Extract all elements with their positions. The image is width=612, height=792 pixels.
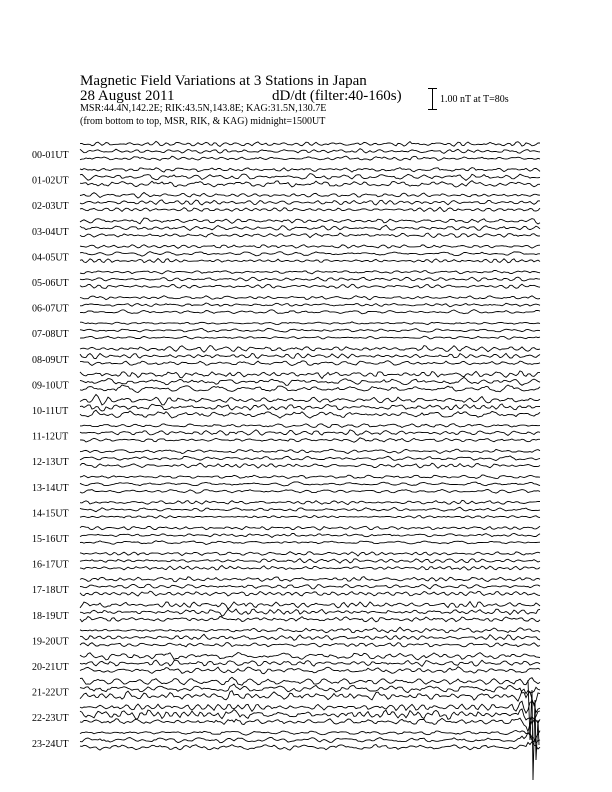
hour-label: 16-17UT [32,559,69,571]
trace-kag [80,193,540,199]
trace-kag [80,475,540,478]
hour-label: 07-08UT [32,329,69,341]
trace-kag [80,627,540,632]
hour-label: 05-06UT [32,278,69,289]
hour-label: 15-16UT [32,534,69,545]
trace-kag [80,701,540,713]
hour-label: 10-11UT [32,406,69,417]
trace-rik [80,559,540,564]
trace-msr [80,516,540,519]
trace-rik [80,584,540,589]
trace-kag [80,677,540,685]
hour-label: 01-02UT [32,175,69,187]
trace-msr [80,463,540,468]
trace-msr [80,207,540,211]
trace-rik [80,353,540,358]
trace-msr [80,233,540,238]
trace-msr [80,310,540,314]
trace-kag [80,141,540,146]
trace-msr [80,566,540,571]
trace-msr [80,616,540,621]
trace-kag [80,270,540,274]
trace-rik [80,200,540,205]
trace-rik [80,303,540,307]
hour-label: 06-07UT [32,303,69,315]
trace-msr [80,361,540,366]
trace-msr [80,336,540,339]
hour-label: 04-05UT [32,252,69,264]
trace-msr [80,385,540,393]
trace-msr [80,259,540,263]
trace-rik [80,377,540,385]
trace-rik [80,225,540,230]
trace-kag [80,245,540,249]
hour-label: 19-20UT [32,636,69,648]
trace-msr [80,689,540,705]
trace-msr [80,643,540,647]
station-coordinates: MSR:44.4N,142.2E; RIK:43.5N,143.8E; KAG:31.5N,130.7E [80,103,327,114]
trace-rik [80,533,540,537]
trace-kag [80,296,540,300]
trace-msr [80,591,540,596]
hour-label: 18-19UT [32,610,69,622]
trace-rik [80,507,540,511]
trace-kag [80,577,540,582]
hour-label: 08-09UT [32,354,69,366]
hour-label: 23-24UT [32,738,69,750]
station-order-note: (from bottom to top, MSR, RIK, & KAG) midnight=1500UT [80,116,326,127]
trace-rik [80,328,540,332]
hour-label: 20-21UT [32,662,69,673]
trace-kag [80,394,540,405]
trace-rik [80,660,540,666]
trace-kag [80,552,540,556]
hour-label: 14-15UT [32,508,69,520]
trace-msr [80,742,540,750]
hour-label: 00-01UT [32,150,69,161]
trace-kag [80,653,540,660]
trace-msr [80,410,540,418]
trace-kag [80,168,540,173]
trace-rik [80,482,540,486]
hour-label: 21-22UT [32,687,69,699]
trace-kag [80,371,540,379]
hour-label: 17-18UT [32,585,69,597]
trace-kag [80,346,540,353]
chart-mode: dD/dt (filter:40-160s) [272,88,402,104]
hour-label: 13-14UT [32,482,69,494]
trace-rik [80,149,540,154]
trace-msr [80,541,540,545]
scale-label: 1.00 nT at T=80s [440,94,509,105]
trace-kag [80,424,540,428]
trace-msr [80,438,540,443]
trace-msr [80,490,540,494]
trace-msr [80,284,540,288]
trace-kag [80,218,540,224]
trace-kag [80,500,540,504]
hour-label: 02-03UT [32,201,69,213]
trace-rik [80,609,540,616]
trace-kag [80,731,540,743]
trace-kag [80,602,540,610]
hour-label: 09-10UT [32,380,69,392]
trace-msr [80,156,540,160]
trace-rik [80,404,540,411]
trace-msr [80,667,540,674]
trace-rik [80,252,540,257]
trace-kag [80,526,540,530]
trace-kag [80,449,540,453]
trace-rik [80,277,540,281]
hour-label: 12-13UT [32,457,69,469]
trace-rik [80,430,540,436]
trace-rik [80,634,540,640]
chart-title: Magnetic Field Variations at 3 Stations in Japan [80,73,367,89]
hour-label: 03-04UT [32,226,69,238]
trace-rik [80,174,540,181]
trace-rik [80,733,540,743]
trace-msr [80,181,540,187]
hour-label: 11-12UT [32,431,69,443]
trace-rik [80,456,540,461]
trace-kag [80,322,540,325]
trace-msr [80,717,540,732]
hour-label: 22-23UT [32,713,69,725]
chart-date: 28 August 2011 [80,88,175,104]
